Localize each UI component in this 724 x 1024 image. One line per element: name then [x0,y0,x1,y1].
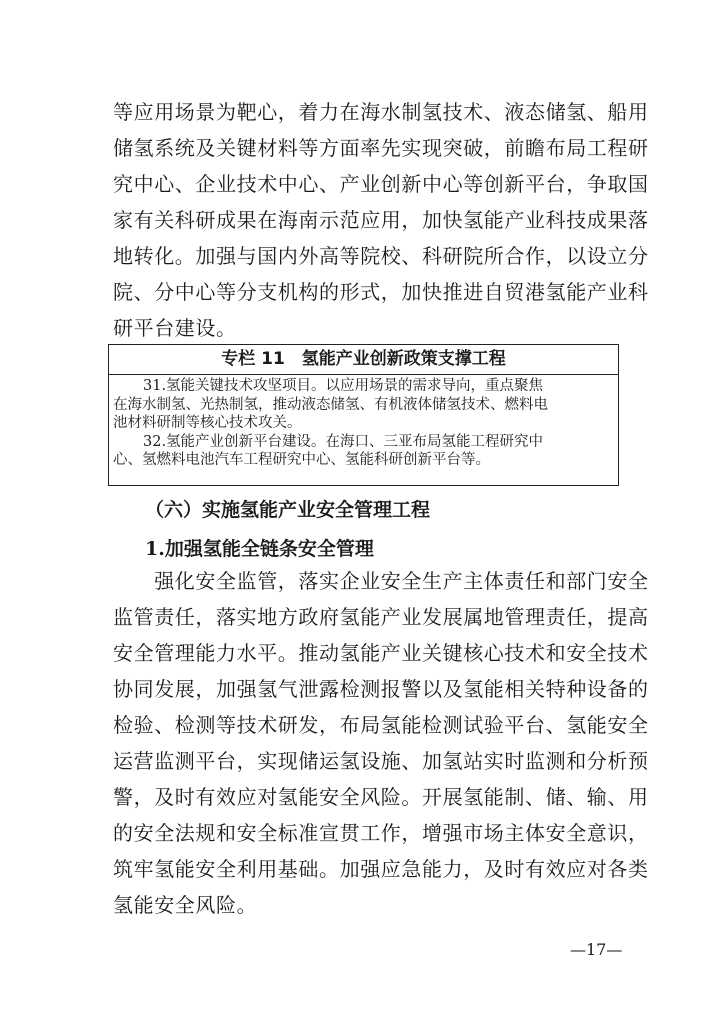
text-line: 家有关科研成果在海南示范应用，加快氢能产业科技成果落 [113,208,649,232]
box-item-32-line: 心、氢燃料电池汽车工程研究中心、氢能科研创新平台等。 [113,452,490,468]
paragraph-safety-management [113,563,649,923]
box-title: 专栏 11 氢能产业创新政策支撑工程 [109,345,618,375]
text-line: 运营监测平台，实现储运氢设施、加氢站实时监测和分析预 [113,749,649,773]
text-line: 检验、检测等技术研发，布局氢能检测试验平台、氢能安全 [113,713,649,737]
text-line: 储氢系统及关键材料等方面率先实现突破，前瞻布局工程研 [113,136,649,160]
text-line: 安全管理能力水平。推动氢能产业关键核心技术和安全技术 [113,641,649,665]
box-body [109,375,618,470]
text-line: 筑牢氢能安全利用基础。加强应急能力，及时有效应对各类 [113,857,649,881]
box-item-31-line: 31.氢能关键技术攻坚项目。以应用场景的需求导向，重点聚焦 [143,378,544,394]
text-line: 院、分中心等分支机构的形式，加快推进自贸港氢能产业科 [113,280,649,304]
paragraph-innovation-platforms [113,94,649,346]
special-column-box [108,344,619,486]
text-line: 警，及时有效应对氢能安全风险。开展氢能制、储、输、用 [113,785,649,809]
box-item-31-line: 池材料研制等核心技术攻关。 [113,415,302,431]
text-line: 的安全法规和安全标准宣贯工作，增强市场主体安全意识， [113,821,649,845]
text-line: 氢能安全风险。 [113,893,258,917]
box-item-32-line: 32.氢能产业创新平台建设。在海口、三亚布局氢能工程研究中 [143,433,544,450]
text-line: 强化安全监管，落实企业安全生产主体责任和部门安全 [113,569,649,593]
section-heading: （六）实施氢能产业安全管理工程 [145,499,431,521]
text-line: 协同发展，加强氢气泄露检测报警以及氢能相关特种设备的 [113,677,649,701]
page-number: —17— [570,940,623,959]
text-line: 监管责任，落实地方政府氢能产业发展属地管理责任，提高 [113,605,649,629]
box-item-31-line: 在海水制氢、光热制氢，推动液态储氢、有机液体储氢技术、燃料电 [113,396,548,413]
sub-heading: 1.加强氢能全链条安全管理 [145,538,374,560]
text-line: 究中心、企业技术中心、产业创新中心等创新平台，争取国 [113,172,649,196]
text-line: 地转化。加强与国内外高等院校、科研院所合作，以设立分 [113,244,649,268]
text-line: 研平台建设。 [113,316,237,340]
text-line: 等应用场景为靶心，着力在海水制氢技术、液态储氢、船用 [113,100,649,124]
